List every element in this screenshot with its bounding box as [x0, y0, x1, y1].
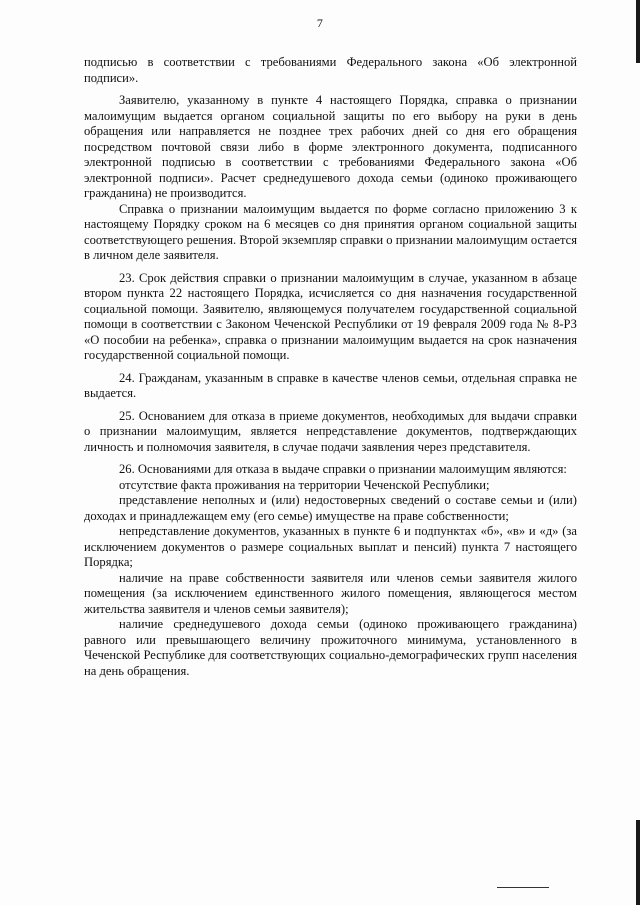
paragraph-form: Справка о признании малоимущим выдается по форме согласно приложению 3 к настоящему Порядку сроком на 6 месяцев со дня принятия органом социальной защиты соответствующего решения. Второй экземпляр справки о признании малоимущим остается в личном деле заявителя.	[84, 201, 577, 262]
list-item-missing-documents: непредставление документов, указанных в пункте 6 и подпунктах «б», «в» и «д» (за исключением документов о размере социальных выплат и пенсий) пункта 7 настоящего Порядка;	[84, 524, 577, 569]
paragraph-24: 24. Гражданам, указанным в справке в качестве членов семьи, отдельная справка не выдается.	[84, 370, 577, 400]
paragraph-issuance: Заявителю, указанному в пункте 4 настоящего Порядка, справка о признании малоимущим выдается органом социальной защиты по его выбору на руки в день обращения или направляется не позднее трех рабочих дней со дня его обращения посредством почтовой связи либо в форме электронного документа, подписанного электронной подписью в соответствии с требованиями Федерального закона «Об электронной подписи». Расчет среднедушевого дохода семьи (одиноко проживающего гражданина) не производится.	[84, 93, 577, 200]
paragraph-26: 26. Основаниями для отказа в выдаче справки о признании малоимущим являются:	[119, 462, 567, 476]
page-number: 7	[316, 16, 324, 30]
paragraph-25: 25. Основанием для отказа в приеме документов, необходимых для выдачи справки о признании малоимущим, является непредставление документов, подтверждающих личность и полномочия заявителя, в случае подачи заявления через представителя.	[84, 408, 577, 454]
list-item-housing: наличие на праве собственности заявителя или членов семьи заявителя жилого помещения (за исключением единственного жилого помещения, являющегося местом жительства заявителя и членов семьи заявителя);	[84, 570, 577, 616]
list-item-residence: отсутствие факта проживания на территории Чеченской Республики;	[119, 477, 490, 492]
list-item-incomplete-info: представление неполных и (или) недостоверных сведений о составе семьи и (или) доходах и принадлежащем ему (его семье) имуществе на праве собственности;	[84, 493, 577, 523]
list-item-income: наличие среднедушевого дохода семьи (одиноко проживающего гражданина) равного или превышающего величину прожиточного минимума, установленного в Чеченской Республике для соответствующих социально-демографических групп населения на день обращения.	[84, 617, 577, 678]
document-body	[84, 55, 577, 679]
scan-edge-top	[636, 0, 640, 63]
scan-edge-bottom	[636, 820, 640, 905]
paragraph-continuation: подписью в соответствии с требованиями Федерального закона «Об электронной подписи».	[84, 55, 577, 85]
paragraph-23: 23. Срок действия справки о признании малоимущим в случае, указанном в абзаце втором пункта 22 настоящего Порядка, исчисляется со дня назначения государственной социальной помощи. Заявителю, являющемуся получателем государственной социальной помощи в соответствии с Законом Чеченской Республики от 19 февраля 2009 года № 8-РЗ «О пособии на ребенка», справка о признании малоимущим выдается на срок назначения государственной социальной помощи.	[84, 270, 577, 362]
footer-line	[497, 887, 549, 888]
